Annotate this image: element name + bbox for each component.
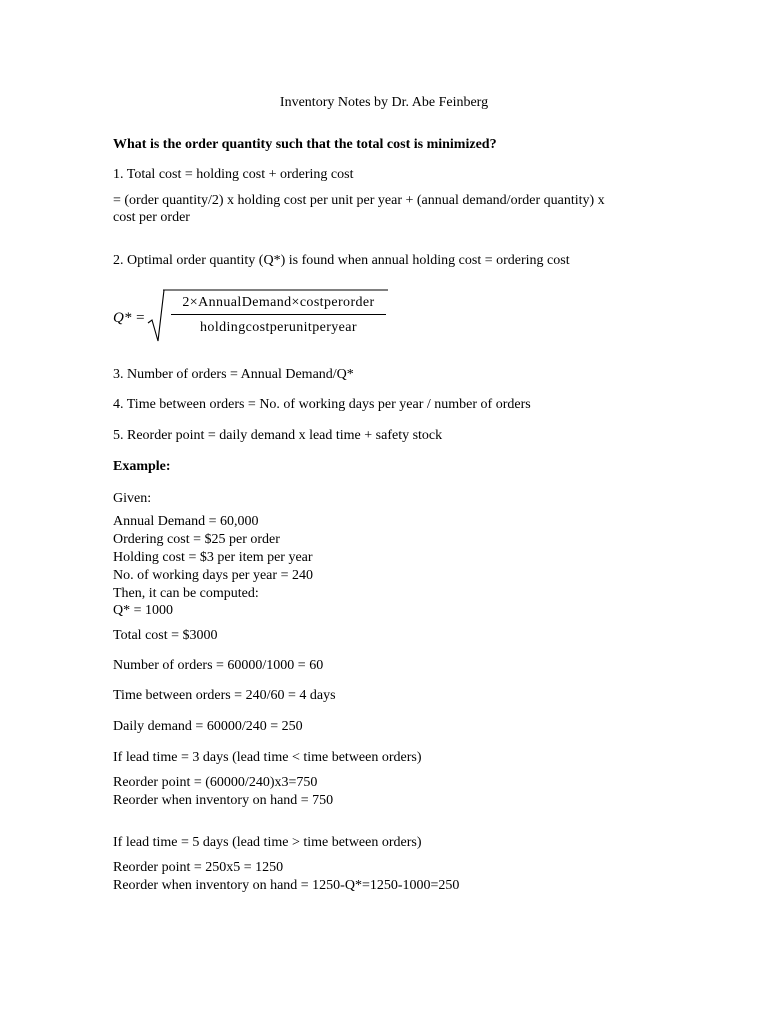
item-1-detail-line-2: cost per order (113, 210, 190, 225)
fraction-bar (171, 314, 386, 315)
example-heading: Example: (113, 459, 171, 474)
item-3: 3. Number of orders = Annual Demand/Q* (113, 367, 354, 382)
given-line: No. of working days per year = 240 (113, 568, 313, 583)
case-2-reorder-point: Reorder point = 250x5 = 1250 (113, 860, 284, 875)
document-title: Inventory Notes by Dr. Abe Feinberg (279, 95, 489, 110)
item-1-detail-line-1: = (order quantity/2) x holding cost per unit per year + (annual demand/order quantity) x (113, 193, 605, 208)
given-line: Then, it can be computed: (113, 586, 259, 601)
item-5: 5. Reorder point = daily demand x lead time + safety stock (113, 428, 443, 443)
item-1: 1. Total cost = holding cost + ordering cost (113, 167, 354, 182)
daily-demand: Daily demand = 60000/240 = 250 (113, 719, 303, 734)
given-line: Q* = 1000 (113, 603, 174, 618)
case-1-reorder-point: Reorder point = (60000/240)x3=750 (113, 775, 318, 790)
case-2-reorder-when: Reorder when inventory on hand = 1250-Q*=1250-1000=250 (113, 878, 460, 893)
given-line: Holding cost = $3 per item per year (113, 550, 313, 565)
time-between-orders: Time between orders = 240/60 = 4 days (113, 688, 336, 703)
formula-denominator: holdingcostperunitperyear (200, 320, 357, 335)
given-line: Annual Demand = 60,000 (113, 514, 259, 529)
formula-lhs: Q* = (113, 310, 146, 326)
radical-overline (163, 289, 388, 291)
item-2: 2. Optimal order quantity (Q*) is found when annual holding cost = ordering cost (113, 253, 570, 268)
square-root-sign (147, 289, 167, 343)
case-1-condition: If lead time = 3 days (lead time < time between orders) (113, 750, 422, 765)
given-line: Ordering cost = $25 per order (113, 532, 280, 547)
total-cost: Total cost = $3000 (113, 628, 218, 643)
question-heading: What is the order quantity such that the total cost is minimized? (113, 137, 497, 152)
item-4: 4. Time between orders = No. of working days per year / number of orders (113, 397, 531, 412)
given-label: Given: (113, 491, 152, 506)
eoq-formula (113, 289, 413, 343)
case-1-reorder-when: Reorder when inventory on hand = 750 (113, 793, 334, 808)
case-2-condition: If lead time = 5 days (lead time > time between orders) (113, 835, 422, 850)
formula-numerator: 2×AnnualDemand×costperorder (182, 295, 375, 310)
number-of-orders: Number of orders = 60000/1000 = 60 (113, 658, 324, 673)
